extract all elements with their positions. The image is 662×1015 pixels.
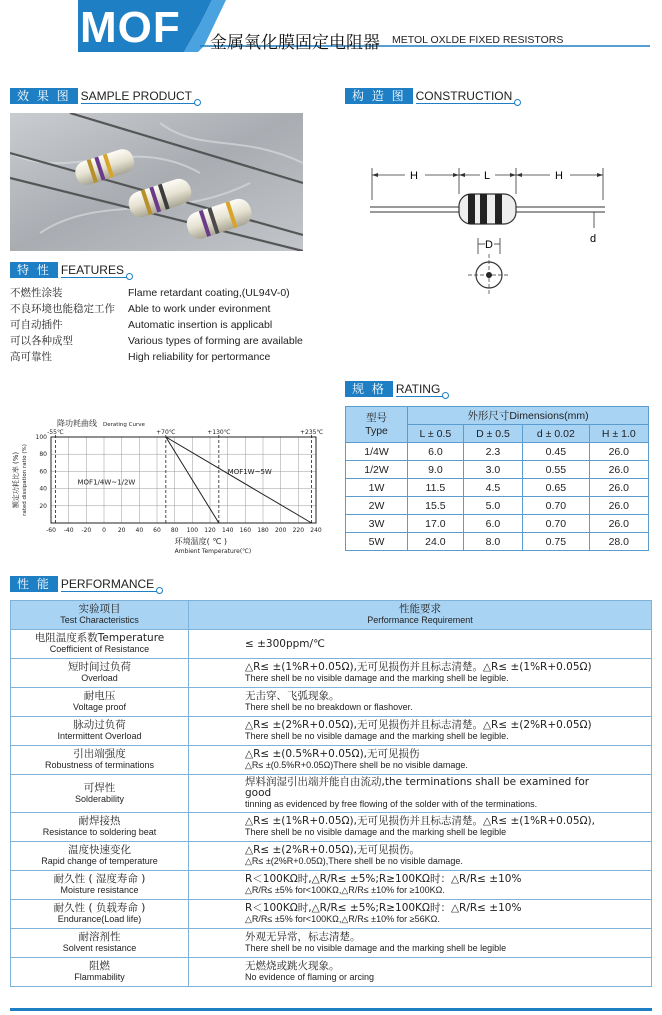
- test-item: [11, 900, 189, 929]
- rating-value-cell: 3.0: [463, 461, 522, 479]
- col-l: L ± 0.5: [408, 425, 464, 443]
- x-tick-label: 180: [257, 527, 269, 534]
- requirement-line1: 无击穿、飞弧现象。: [245, 690, 340, 702]
- requirement-line2: No evidence of flaming or arcing: [245, 972, 375, 982]
- requirement-line2: △R/R≤ ±5% for<100KΩ,△R/R≤ ±10% for ≥56KΩ.: [245, 914, 440, 924]
- feature-en: Able to work under evironment: [128, 303, 271, 315]
- rating-value-cell: 26.0: [589, 515, 648, 533]
- requirement-line1: △R≤ ±(2%R+0.05Ω),无可见损伤并且标志清楚。△R≤ ±(2%R+0.05Ω): [245, 719, 592, 731]
- requirement-line2: There shell be no visible damage and the marking shell be legible.: [245, 673, 509, 683]
- performance-row: [11, 871, 652, 900]
- test-item-cn: 耐焊接热: [78, 815, 121, 827]
- type-header-en: Type: [365, 424, 388, 437]
- test-item: [11, 688, 189, 717]
- x-tick-label: 200: [274, 527, 287, 534]
- x-tick-label: 40: [135, 527, 144, 534]
- rating-value-cell: 17.0: [408, 515, 464, 533]
- marker-label: +130℃: [207, 429, 231, 436]
- requirement-line1: △R≤ ±(1%R+0.05Ω),无可见损伤并且标志清楚。△R≤ ±(1%R+0.05Ω): [245, 661, 592, 673]
- rating-value-cell: 0.70: [523, 515, 589, 533]
- chart-title-en: Derating Curve: [103, 422, 145, 428]
- feature-item: [10, 285, 330, 301]
- section-construction: [345, 88, 516, 104]
- feature-item: [10, 349, 330, 365]
- rating-value-cell: 26.0: [589, 479, 648, 497]
- test-item: [11, 717, 189, 746]
- header-en: Test Characteristics: [60, 615, 139, 625]
- requirement-line2: There shell be no visible damage and the marking shell be legible: [245, 943, 507, 953]
- performance-table: [10, 600, 652, 987]
- series-label: MOF1W~5W: [227, 467, 272, 476]
- rating-value-cell: 6.0: [463, 515, 522, 533]
- requirement-line2: There shell be no breakdown or flashover.: [245, 702, 413, 712]
- test-item-cn: 脉动过负荷: [73, 719, 126, 731]
- requirement: [189, 900, 652, 929]
- section-tag: 性 能: [10, 576, 58, 592]
- x-tick-label: -40: [63, 527, 74, 534]
- section-title: RATING: [396, 382, 444, 397]
- test-item-en: Solvent resistance: [62, 943, 137, 953]
- footer-divider: [10, 1008, 652, 1011]
- y-tick-label: 60: [39, 468, 47, 476]
- section-tag: 规 格: [345, 381, 393, 397]
- page-title-en: METOL OXLDE FIXED RESISTORS: [392, 34, 564, 46]
- rating-value-cell: 26.0: [589, 443, 648, 461]
- requirement-line1: 外观无异常，标志清楚。: [245, 931, 361, 943]
- test-item-cn: 电阻温度系数Temperature: [34, 632, 165, 644]
- col-h: H ± 1.0: [589, 425, 648, 443]
- feature-cn: 不燃性涂装: [10, 287, 63, 299]
- dim-d-body: D: [485, 239, 493, 251]
- test-characteristics-header: [11, 601, 189, 630]
- product-photo: [10, 113, 303, 251]
- col-lead-d: d ± 0.02: [523, 425, 589, 443]
- feature-item: [10, 301, 330, 317]
- test-item-cn: 耐久性 ( 负载寿命 ): [53, 902, 146, 914]
- section-tag: 特 性: [10, 262, 58, 278]
- rating-value-cell: 0.45: [523, 443, 589, 461]
- rating-type-cell: 1W: [346, 479, 408, 497]
- marker-label: +70℃: [156, 429, 176, 436]
- rating-body: [346, 443, 649, 551]
- x-tick-label: 60: [153, 527, 161, 534]
- dim-h-right: H: [555, 170, 563, 182]
- rating-value-cell: 2.3: [463, 443, 522, 461]
- rating-row: [346, 515, 649, 533]
- feature-en: Automatic insertion is applicabl: [128, 319, 273, 331]
- x-tick-label: 0: [102, 527, 106, 534]
- performance-row: [11, 958, 652, 987]
- requirement: [189, 746, 652, 775]
- feature-cn: 不良环境也能稳定工作: [10, 303, 115, 315]
- section-title: CONSTRUCTION: [416, 89, 517, 104]
- features-list: [10, 285, 330, 365]
- performance-body: [11, 630, 652, 987]
- x-tick-label: 220: [292, 527, 305, 534]
- header-en: Performance Requirement: [367, 615, 473, 625]
- feature-cn: 可以各种成型: [10, 335, 73, 347]
- requirement: [189, 813, 652, 842]
- feature-en: Flame retardant coating,(UL94V-0): [128, 287, 290, 299]
- rating-value-cell: 0.65: [523, 479, 589, 497]
- y-tick-label: 40: [39, 485, 47, 493]
- feature-en: High reliability for pertormance: [128, 351, 271, 363]
- performance-row: [11, 688, 652, 717]
- test-item: [11, 871, 189, 900]
- section-performance: [10, 576, 158, 592]
- rating-value-cell: 24.0: [408, 533, 464, 551]
- x-tick-label: 80: [170, 527, 179, 534]
- requirement-line2: There shell be no visible damage and the marking shell be legible.: [245, 731, 509, 741]
- rating-row: [346, 479, 649, 497]
- x-tick-label: 240: [310, 527, 322, 534]
- test-item-en: Endurance(Load life): [57, 914, 142, 924]
- requirement: [189, 871, 652, 900]
- rating-value-cell: 28.0: [589, 533, 648, 551]
- feature-en: Various types of forming are available: [128, 335, 303, 347]
- rating-type-cell: 2W: [346, 497, 408, 515]
- rating-row: [346, 461, 649, 479]
- requirement: [189, 842, 652, 871]
- requirement: [189, 717, 652, 746]
- rating-value-cell: 0.55: [523, 461, 589, 479]
- test-item: [11, 775, 189, 813]
- rating-header-row: [346, 407, 649, 425]
- type-header: [346, 407, 408, 443]
- test-item-cn: 耐电压: [83, 690, 116, 702]
- requirement-line2: tinning as evidenced by free flowing of the solder with of the terminations.: [245, 799, 538, 809]
- requirement-line1: R＜100KΩ时,△R/R≤ ±5%;R≥100KΩ时：△R/R≤ ±10%: [245, 902, 522, 914]
- rating-value-cell: 4.5: [463, 479, 522, 497]
- construction-drawing: [350, 150, 620, 300]
- y-axis-label-en: rated dissipation ratio (%): [22, 444, 28, 516]
- test-item-en: Resistance to soldering beat: [42, 827, 157, 837]
- rating-row: [346, 443, 649, 461]
- x-tick-label: 100: [186, 527, 199, 534]
- performance-row: [11, 813, 652, 842]
- test-item-en: Flammability: [74, 972, 125, 982]
- test-item: [11, 958, 189, 987]
- rating-table: [345, 406, 649, 551]
- test-item-en: Coefficient of Resistance: [49, 644, 150, 654]
- requirement-line1: 焊料润湿引出端并能自由流动,the terminations shall be examined for good: [245, 776, 590, 799]
- requirement-line2: There shell be no visible damage and the marking shell be legible: [245, 827, 507, 837]
- test-item-cn: 阻燃: [89, 960, 110, 972]
- test-item-en: Voltage proof: [72, 702, 127, 712]
- rating-value-cell: 9.0: [408, 461, 464, 479]
- chart-title: 降功耗曲线: [57, 419, 97, 428]
- requirement-line1: 无燃烧或跳火现象。: [245, 960, 340, 972]
- x-axis-label: 环境温度( ℃ ): [174, 537, 227, 546]
- requirement-line2: △R≤ ±(2%R+0.05Ω),There shell be no visible damage.: [245, 856, 463, 866]
- requirement: [189, 929, 652, 958]
- test-item-cn: 耐溶剂性: [78, 931, 121, 943]
- test-item-cn: 耐久性 ( 湿度寿命 ): [53, 873, 146, 885]
- section-title: FEATURES: [61, 263, 128, 278]
- rating-row: [346, 497, 649, 515]
- dim-d-lead: d: [590, 233, 597, 245]
- requirement-line2: △R≤ ±(0.5%R+0.05Ω)There shell be no visible damage.: [245, 760, 468, 770]
- test-item: [11, 630, 189, 659]
- test-item-en: Intermittent Overload: [57, 731, 142, 741]
- header-cn: 实验项目: [78, 603, 121, 615]
- dimensions-header: 外形尺寸Dimensions(mm): [408, 407, 649, 425]
- col-d: D ± 0.5: [463, 425, 522, 443]
- feature-item: [10, 333, 330, 349]
- section-tag: 效 果 图: [10, 88, 78, 104]
- requirement: [189, 630, 652, 659]
- marker-label: -55℃: [47, 429, 64, 436]
- test-item-cn: 温度快速变化: [68, 844, 131, 856]
- rating-value-cell: 8.0: [463, 533, 522, 551]
- y-tick-label: 80: [39, 451, 47, 459]
- dim-l: L: [484, 170, 491, 182]
- feature-cn: 高可靠性: [10, 351, 52, 363]
- performance-row: [11, 746, 652, 775]
- x-tick-label: 120: [204, 527, 216, 534]
- performance-row: [11, 630, 652, 659]
- performance-row: [11, 717, 652, 746]
- test-item-en: Moisture resistance: [60, 885, 139, 895]
- series-label: MOF1/4W~1/2W: [77, 478, 136, 487]
- performance-row: [11, 659, 652, 688]
- performance-requirement-header: [189, 601, 652, 630]
- performance-row: [11, 775, 652, 813]
- test-item-en: Robustness of terminations: [44, 760, 155, 770]
- test-item-cn: 短时间过负荷: [68, 661, 131, 673]
- test-item-en: Solderability: [74, 793, 125, 804]
- requirement: [189, 775, 652, 813]
- rating-type-cell: 1/4W: [346, 443, 408, 461]
- section-rating: [345, 381, 444, 397]
- rating-row: [346, 533, 649, 551]
- requirement-line1: R＜100KΩ时,△R/R≤ ±5%;R≥100KΩ时：△R/R≤ ±10%: [245, 873, 522, 885]
- test-item-cn: 引出端强度: [73, 748, 126, 760]
- section-title: PERFORMANCE: [61, 577, 158, 592]
- dim-h-left: H: [410, 170, 418, 182]
- requirement-line1: ≤ ±300ppm/℃: [245, 637, 325, 650]
- y-axis-label: 额定功耗比率 (%): [12, 451, 20, 509]
- type-header-cn: 型号: [366, 411, 387, 424]
- performance-row: [11, 929, 652, 958]
- section-title: SAMPLE PRODUCT: [81, 89, 196, 104]
- rating-value-cell: 15.5: [408, 497, 464, 515]
- performance-row: [11, 842, 652, 871]
- requirement: [189, 958, 652, 987]
- x-tick-label: -20: [81, 527, 92, 534]
- rating-value-cell: 11.5: [408, 479, 464, 497]
- requirement-line1: △R≤ ±(2%R+0.05Ω),无可见损伤。: [245, 844, 420, 856]
- rating-type-cell: 1/2W: [346, 461, 408, 479]
- test-item-cn: 可焊性: [83, 781, 116, 794]
- section-tag: 构 造 图: [345, 88, 413, 104]
- rating-type-cell: 5W: [346, 533, 408, 551]
- y-tick-label: 100: [35, 434, 47, 441]
- test-item: [11, 929, 189, 958]
- requirement: [189, 688, 652, 717]
- header-cn: 性能要求: [399, 603, 441, 615]
- feature-cn: 可自动插件: [10, 319, 63, 331]
- test-item: [11, 659, 189, 688]
- brand-logo: MOF: [80, 3, 181, 52]
- y-tick-label: 20: [39, 502, 47, 510]
- x-tick-label: 20: [117, 527, 126, 534]
- rating-value-cell: 5.0: [463, 497, 522, 515]
- test-item: [11, 842, 189, 871]
- test-item-en: Rapid change of temperature: [41, 856, 158, 866]
- test-item: [11, 813, 189, 842]
- performance-header-row: [11, 601, 652, 630]
- derating-chart: [8, 413, 328, 563]
- test-item: [11, 746, 189, 775]
- section-features: [10, 262, 128, 278]
- rating-value-cell: 26.0: [589, 497, 648, 515]
- x-axis-label-en: Ambient Temperature(℃): [174, 548, 252, 555]
- feature-item: [10, 317, 330, 333]
- section-sample: [10, 88, 196, 104]
- rating-value-cell: 0.75: [523, 533, 589, 551]
- requirement-line1: △R≤ ±(0.5%R+0.05Ω),无可见损伤: [245, 748, 420, 760]
- page-title-cn: 金属氧化膜固定电阻器: [210, 33, 380, 53]
- test-item-en: Overload: [81, 673, 118, 683]
- rating-value-cell: 6.0: [408, 443, 464, 461]
- x-tick-label: -60: [46, 527, 56, 534]
- marker-label: +235℃: [299, 429, 324, 436]
- x-tick-label: 160: [239, 527, 252, 534]
- x-tick-label: 140: [221, 527, 234, 534]
- rating-type-cell: 3W: [346, 515, 408, 533]
- rating-value-cell: 26.0: [589, 461, 648, 479]
- rating-value-cell: 0.70: [523, 497, 589, 515]
- requirement-line2: △R/R≤ ±5% for<100KΩ,△R/R≤ ±10% for ≥100KΩ.: [245, 885, 445, 895]
- requirement: [189, 659, 652, 688]
- requirement-line1: △R≤ ±(1%R+0.05Ω),无可见损伤并且标志清楚。△R≤ ±(1%R+0.05Ω),: [245, 815, 595, 827]
- performance-row: [11, 900, 652, 929]
